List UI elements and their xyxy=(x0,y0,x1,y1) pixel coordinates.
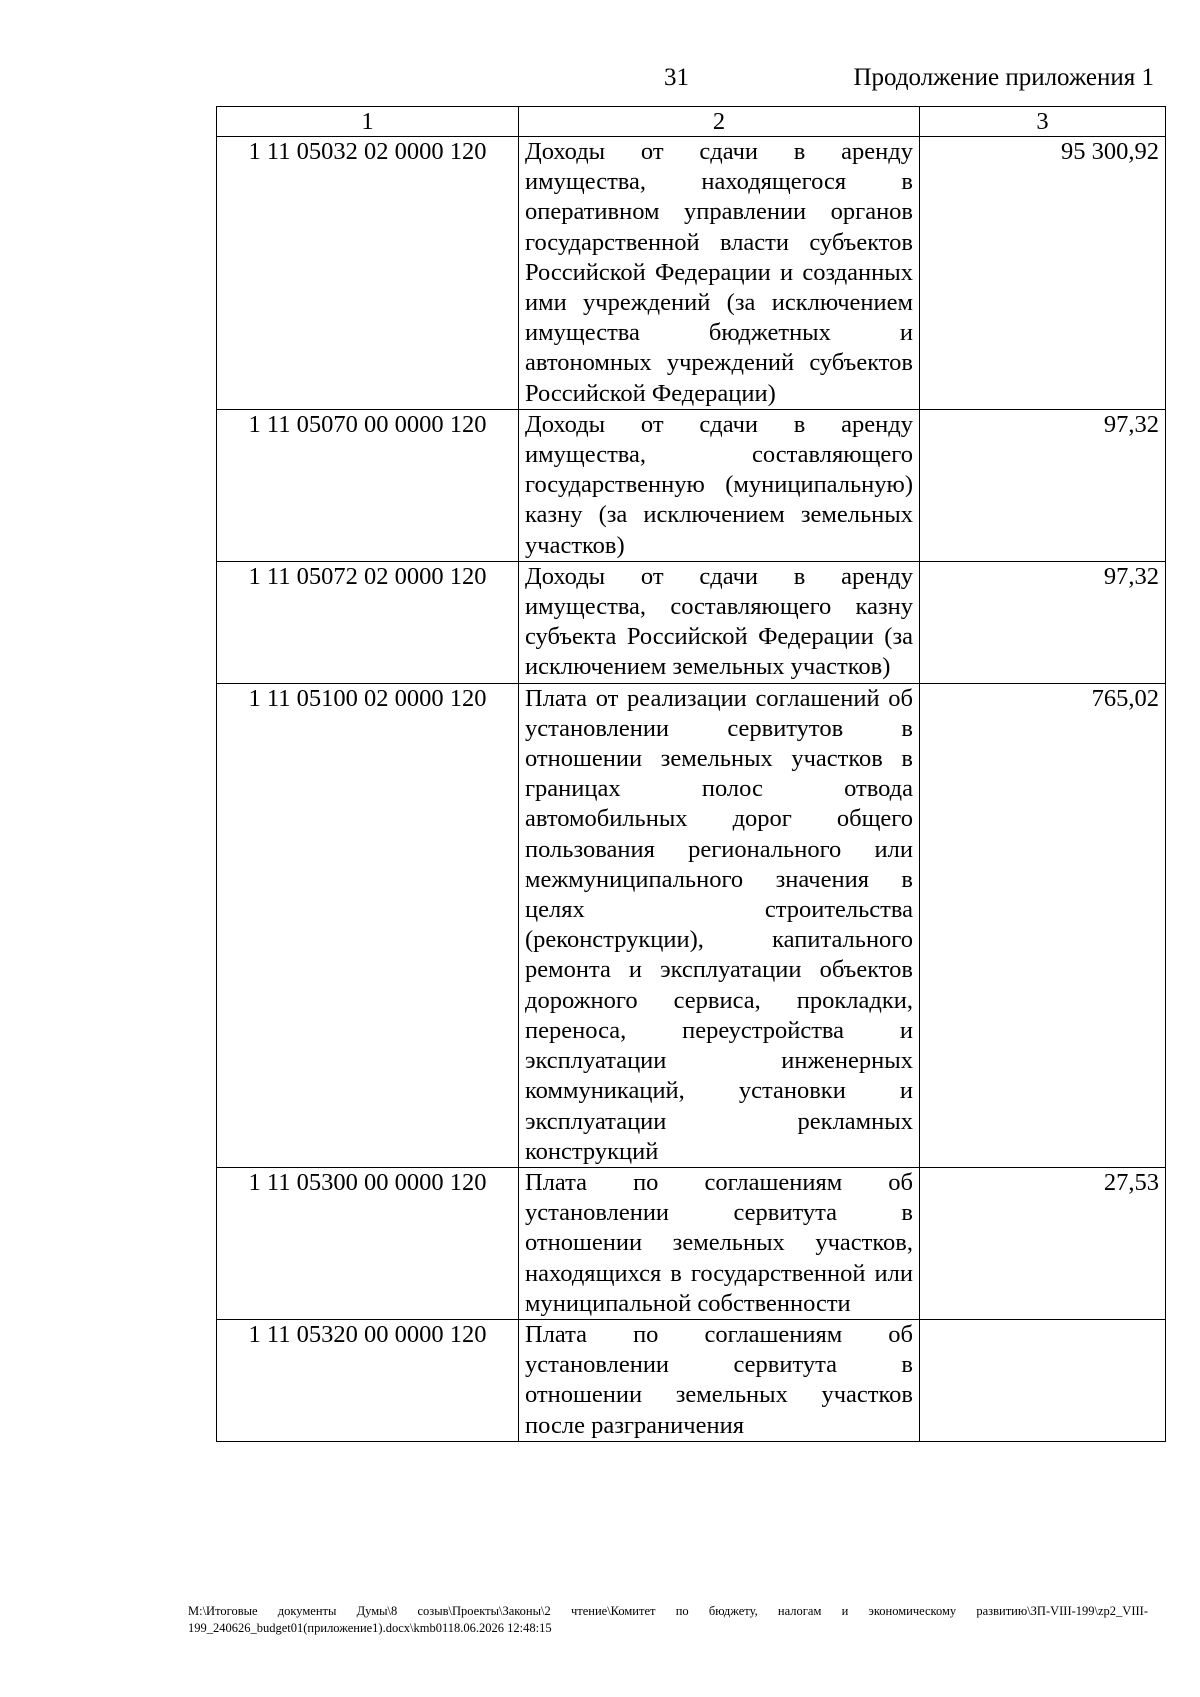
revenue-amount: 97,32 xyxy=(920,409,1166,561)
revenue-name: Доходы от сдачи в аренду имущества, составляющего казну субъекта Российской Федерации (за исключением земельных участков) xyxy=(519,561,920,683)
budget-code: 1 11 05300 00 0000 120 xyxy=(217,1167,519,1319)
table-row xyxy=(217,561,1166,683)
revenue-amount: 95 300,92 xyxy=(920,137,1166,410)
revenue-amount: 97,32 xyxy=(920,561,1166,683)
budget-code: 1 11 05072 02 0000 120 xyxy=(217,561,519,683)
budget-code: 1 11 05070 00 0000 120 xyxy=(217,409,519,561)
table-header-row xyxy=(217,107,1166,137)
budget-code: 1 11 05320 00 0000 120 xyxy=(217,1319,519,1441)
revenue-name: Плата от реализации соглашений об установлении сервитутов в отношении земельных участков в границах полос отвода автомобильных дорог общего пользования регионального или межмуниципального значения в целях строительства (реконструкции), капитального ремонта и эксплуатации объектов дорожного сервиса, прокладки, переноса, переустройства и эксплуатации инженерных коммуникаций, установки и эксплуатации рекламных конструкций xyxy=(519,683,920,1167)
column-header-1: 1 xyxy=(217,107,519,137)
revenue-name: Доходы от сдачи в аренду имущества, составляющего государственную (муниципальную) казну (за исключением земельных участков) xyxy=(519,409,920,561)
continuation-label: Продолжение приложения 1 xyxy=(853,64,1154,91)
revenue-name: Доходы от сдачи в аренду имущества, находящегося в оперативном управлении органов государственной власти субъектов Российской Федерации и созданных ими учреждений (за исключением имущества бюджетных и автономных учреждений субъектов Российской Федерации) xyxy=(519,137,920,410)
revenue-amount: 765,02 xyxy=(920,683,1166,1167)
page-number: 31 xyxy=(664,64,689,91)
document-path-footer: M:\Итоговые документы Думы\8 созыв\Проекты\Законы\2 чтение\Комитет по бюджету, налогам и экономическому развитию\ЗП-VIII-199\zp2_VIII-199_240626_budget01(приложение1).docx\kmb0118.06.2026 12:48:15 xyxy=(188,1604,1148,1635)
table-row xyxy=(217,1319,1166,1441)
table-row xyxy=(217,683,1166,1167)
revenue-table xyxy=(216,106,1166,1442)
column-header-3: 3 xyxy=(920,107,1166,137)
budget-code: 1 11 05100 02 0000 120 xyxy=(217,683,519,1167)
revenue-name: Плата по соглашениям об установлении сервитута в отношении земельных участков после разграничения xyxy=(519,1319,920,1441)
revenue-amount: 27,53 xyxy=(920,1167,1166,1319)
budget-code: 1 11 05032 02 0000 120 xyxy=(217,137,519,410)
revenue-name: Плата по соглашениям об установлении сервитута в отношении земельных участков, находящихся в государственной или муниципальной собственности xyxy=(519,1167,920,1319)
column-header-2: 2 xyxy=(519,107,920,137)
revenue-amount xyxy=(920,1319,1166,1441)
table-row xyxy=(217,137,1166,410)
table-row xyxy=(217,409,1166,561)
table-row xyxy=(217,1167,1166,1319)
